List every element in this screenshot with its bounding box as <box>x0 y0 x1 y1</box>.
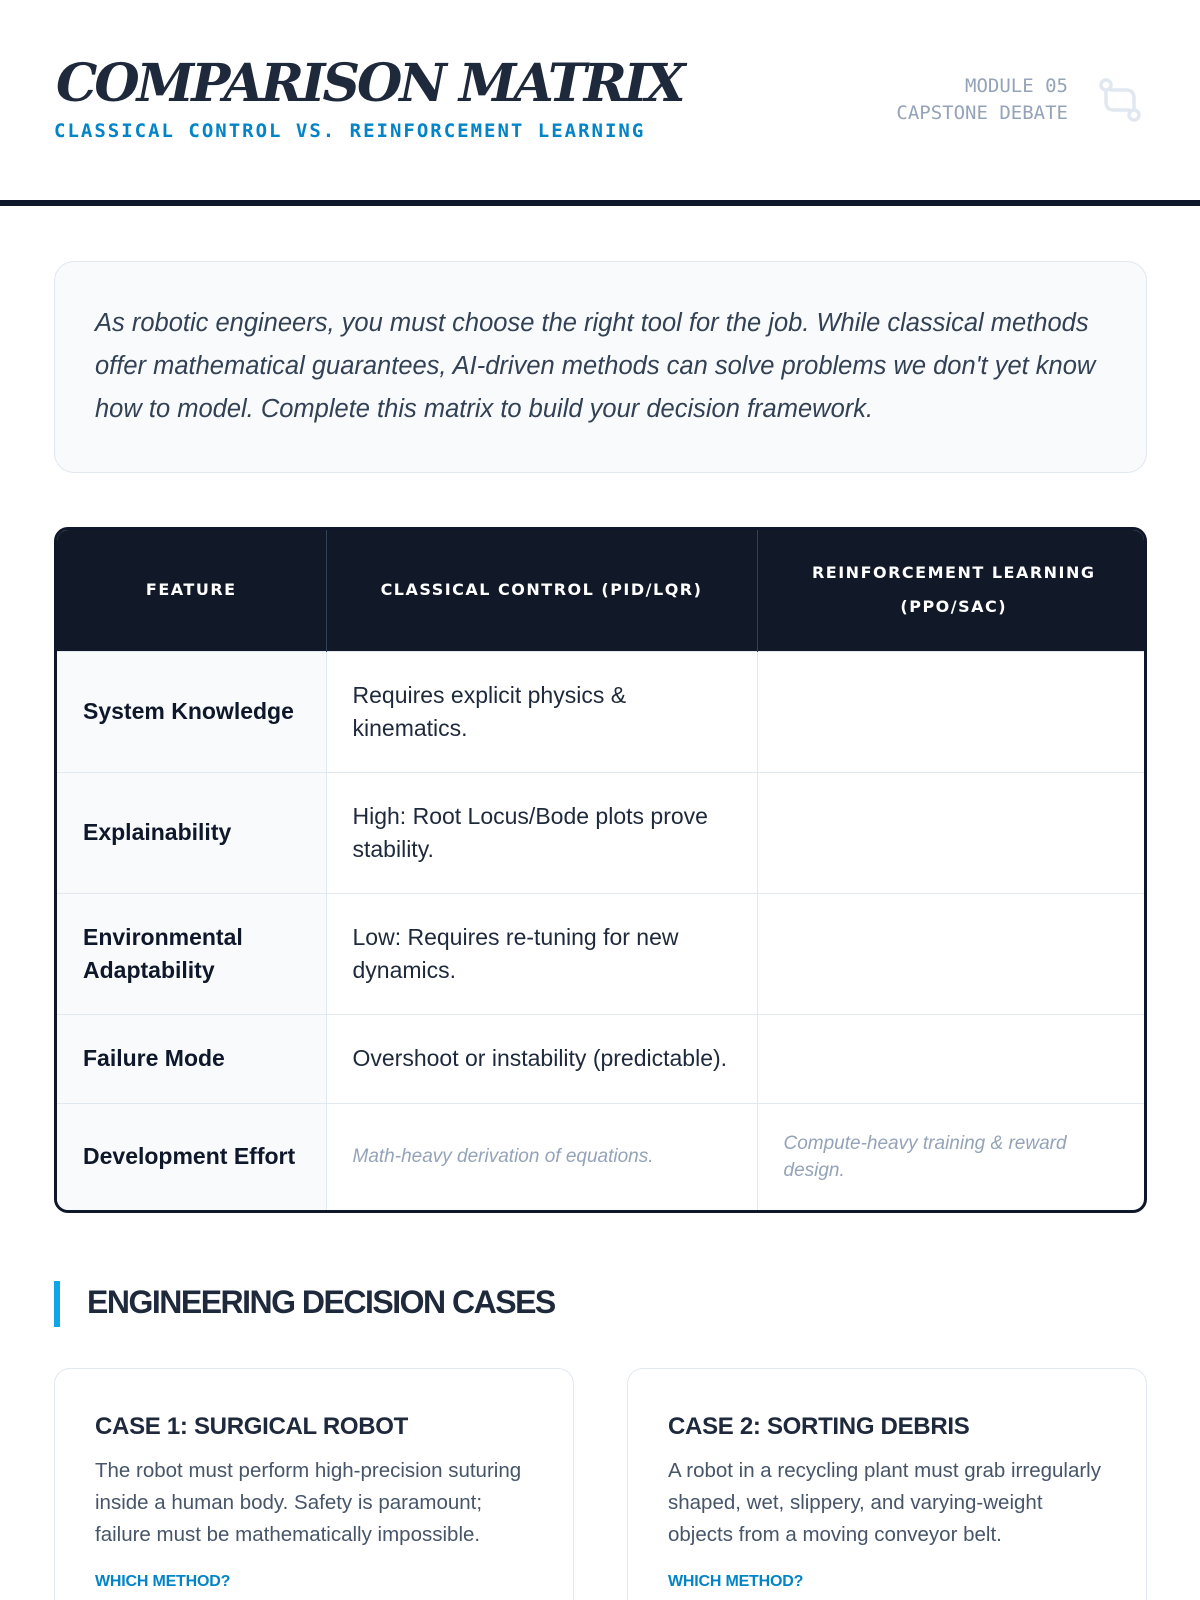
feature-cell: Failure Mode <box>57 1014 326 1103</box>
intro-callout <box>54 261 1147 473</box>
classical-cell: Low: Requires re-tuning for new dynamics. <box>326 893 757 1014</box>
case-question: WHICH METHOD? <box>95 1573 231 1590</box>
feature-cell: Environmental Adaptability <box>57 893 326 1014</box>
case-card-surgical-robot <box>54 1368 574 1600</box>
case-card-sorting-debris <box>627 1368 1147 1600</box>
table-row <box>57 651 1147 772</box>
module-topic: CAPSTONE DEBATE <box>896 102 1068 124</box>
rl-hint-cell[interactable]: Compute-heavy training & reward design. <box>757 1103 1147 1210</box>
header-rl: REINFORCEMENT LEARNING (PPO/SAC) <box>757 530 1147 651</box>
classical-cell: Overshoot or instability (predictable). <box>326 1014 757 1103</box>
matrix-table <box>57 530 1147 1210</box>
header-feature: FEATURE <box>57 530 326 651</box>
table-row <box>57 1103 1147 1210</box>
matrix-header-row <box>57 530 1147 651</box>
page-subtitle: CLASSICAL CONTROL VS. REINFORCEMENT LEARNING <box>54 120 646 142</box>
module-label <box>896 73 1068 127</box>
classical-hint-cell: Math-heavy derivation of equations. <box>326 1103 757 1210</box>
classical-cell: Requires explicit physics & kinematics. <box>326 651 757 772</box>
table-row <box>57 1014 1147 1103</box>
classical-cell: High: Root Locus/Bode plots prove stability. <box>326 772 757 893</box>
section-accent-bar <box>54 1281 60 1327</box>
git-compare-icon <box>1096 76 1144 124</box>
feature-cell: Development Effort <box>57 1103 326 1210</box>
intro-text: As robotic engineers, you must choose the right tool for the job. While classical methods offer mathematical guarantees, AI-driven methods can solve problems we don't yet know how to model. Complete this matrix to build your decision framework. <box>95 309 1096 423</box>
rl-answer-cell[interactable] <box>757 651 1147 772</box>
case-title: CASE 2: SORTING DEBRIS <box>668 1413 970 1440</box>
table-row <box>57 772 1147 893</box>
section-title: ENGINEERING DECISION CASES <box>87 1284 555 1320</box>
feature-cell: Explainability <box>57 772 326 893</box>
case-description: A robot in a recycling plant must grab irregularly shaped, wet, slippery, and varying-weight objects from a moving conveyor belt. <box>668 1459 1101 1546</box>
rl-answer-cell[interactable] <box>757 772 1147 893</box>
case-question: WHICH METHOD? <box>668 1573 804 1590</box>
comparison-matrix <box>54 527 1147 1213</box>
rl-answer-cell[interactable] <box>757 1014 1147 1103</box>
table-row <box>57 893 1147 1014</box>
feature-cell: System Knowledge <box>57 651 326 772</box>
rl-answer-cell[interactable] <box>757 893 1147 1014</box>
case-title: CASE 1: SURGICAL ROBOT <box>95 1413 408 1440</box>
page-header <box>0 0 1200 206</box>
header-classical: CLASSICAL CONTROL (PID/LQR) <box>326 530 757 651</box>
case-description: The robot must perform high-precision suturing inside a human body. Safety is paramount; failure must be mathematically impossible. <box>95 1459 522 1546</box>
page-title: COMPARISON MATRIX <box>56 53 683 114</box>
module-number: MODULE 05 <box>965 75 1068 97</box>
